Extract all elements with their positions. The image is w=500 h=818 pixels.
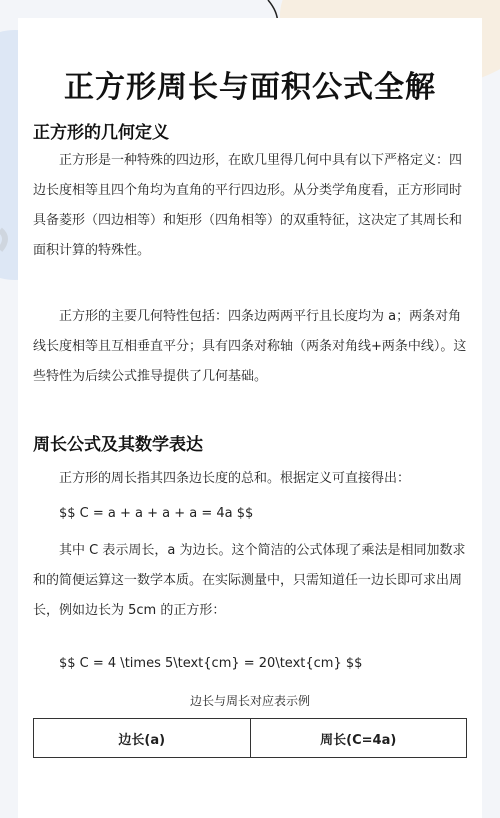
table-header-side: 边长(a) (34, 719, 251, 758)
table-header-row (34, 719, 467, 758)
formula-perimeter: $$ C = a + a + a + a = 4a $$ (59, 506, 254, 521)
table-header-perimeter: 周长(C=4a) (250, 719, 467, 758)
table-caption: 边长与周长对应表示例 (189, 694, 310, 708)
paragraph-definition-1: 正方形是一种特殊的四边形，在欧几里得几何中具有以下严格定义：四边长度相等且四个角均为直角的平行四边形。从分类学角度看，正方形同时具备菱形（四边相等）和矩形（四角相等）的双重特征，这决定了其周长和面积计算的特殊性。 (33, 153, 463, 258)
side-perimeter-table (33, 718, 467, 758)
section-heading-perimeter: 周长公式及其数学表达 (33, 435, 203, 455)
section-heading-definition: 正方形的几何定义 (33, 123, 169, 143)
page-title: 正方形周长与面积公式全解 (64, 70, 436, 105)
paragraph-perimeter-explain: 其中 C 表示周长，a 为边长。这个简洁的公式体现了乘法是相同加数求和的简便运算这一数学本质。在实际测量中，只需知道任一边长即可求出周长，例如边长为 5cm 的正方形： (33, 543, 466, 618)
paragraph-perimeter-intro: 正方形的周长指其四条边长度的总和。根据定义可直接得出： (59, 471, 411, 486)
paragraph-definition-2: 正方形的主要几何特性包括：四条边两两平行且长度均为 a；两条对角线长度相等且互相垂直平分；具有四条对称轴（两条对角线+两条中线）。这些特性为后续公式推导提供了几何基础。 (33, 309, 467, 384)
formula-perimeter-example: $$ C = 4 \times 5\text{cm} = 20\text{cm} $$ (59, 656, 363, 671)
document-page (18, 18, 482, 818)
